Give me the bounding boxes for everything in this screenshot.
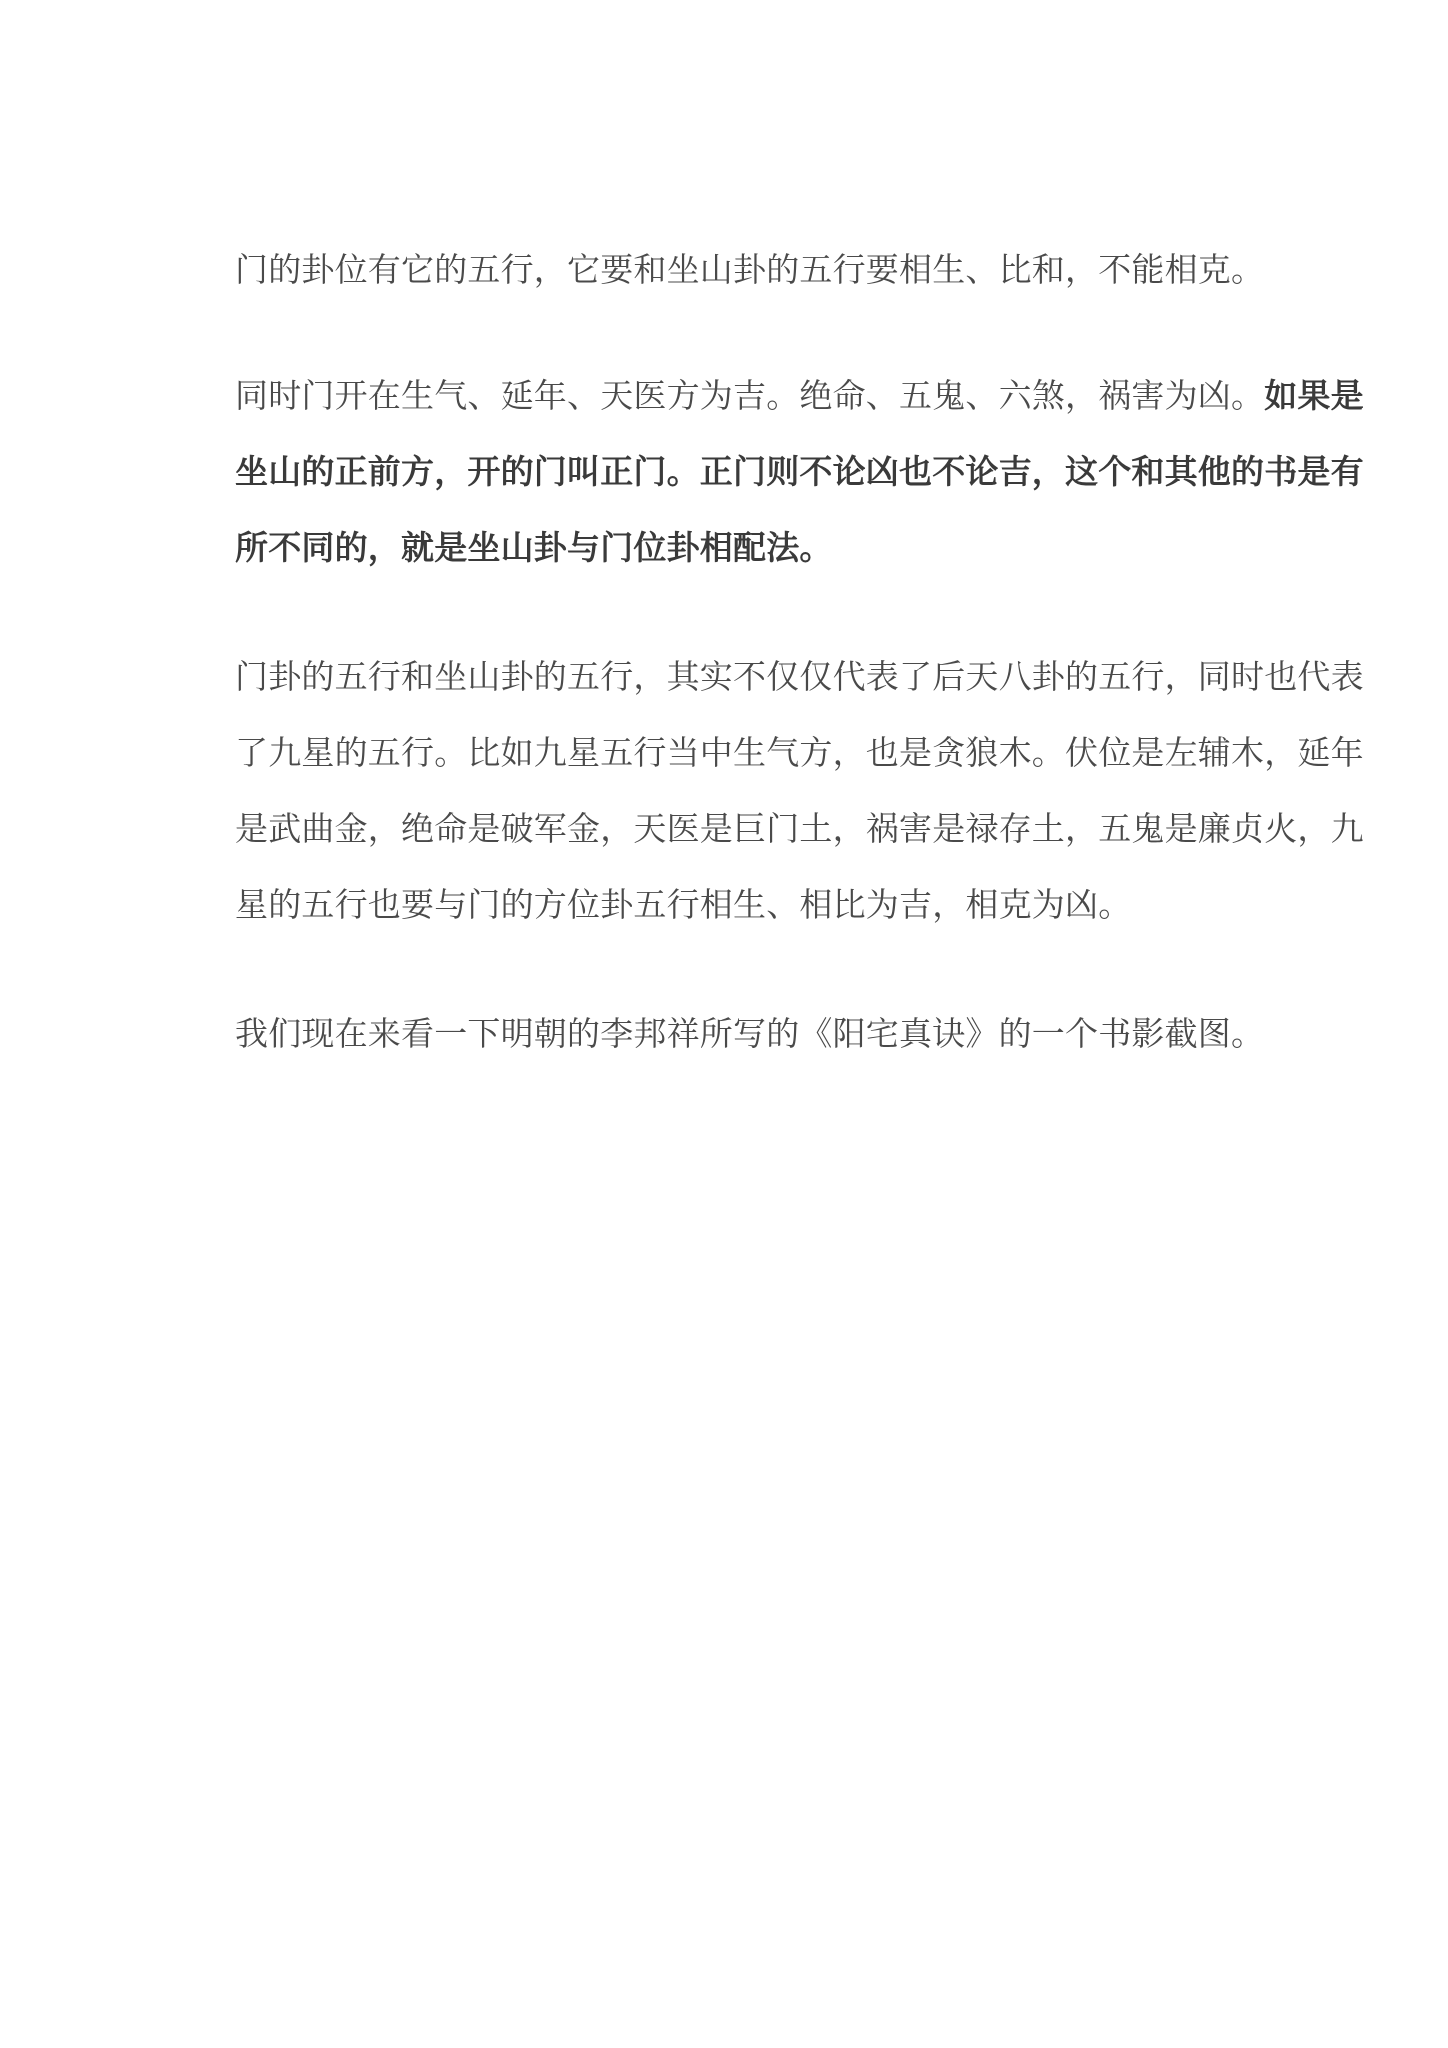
text-run: 是武曲金，绝命是破军金，天医是巨门土，祸害是禄存土，五鬼是廉贞火，九 <box>235 810 1364 847</box>
text-line <box>235 250 1265 290</box>
text-line <box>235 809 1364 849</box>
bold-text-run: 如果是 <box>1264 377 1364 414</box>
text-run: 门卦的五行和坐山卦的五行，其实不仅仅代表了后天八卦的五行，同时也代表 <box>235 658 1364 695</box>
text-line <box>235 885 1235 925</box>
text-run: 我们现在来看一下明朝的李邦祥所写的《阳宅真诀》的一个书影截图。 <box>235 1015 1265 1052</box>
text-run: 星的五行也要与门的方位卦五行相生、相比为吉，相克为凶。 <box>235 886 1132 923</box>
text-line <box>235 733 1364 773</box>
text-run: 门的卦位有它的五行，它要和坐山卦的五行要相生、比和，不能相克。 <box>235 251 1265 288</box>
text-line <box>235 376 1364 416</box>
text-line <box>235 528 1235 568</box>
text-line <box>235 657 1364 697</box>
bold-text-run: 坐山的正前方，开的门叫正门。正门则不论凶也不论吉，这个和其他的书是有 <box>235 453 1364 490</box>
text-run: 了九星的五行。比如九星五行当中生气方，也是贪狼木。伏位是左辅木，延年 <box>235 734 1364 771</box>
text-line <box>235 1014 1265 1054</box>
text-line <box>235 452 1364 492</box>
bold-text-run: 所不同的，就是坐山卦与门位卦相配法。 <box>235 529 833 566</box>
text-run: 同时门开在生气、延年、天医方为吉。绝命、五鬼、六煞，祸害为凶。 <box>235 377 1265 414</box>
